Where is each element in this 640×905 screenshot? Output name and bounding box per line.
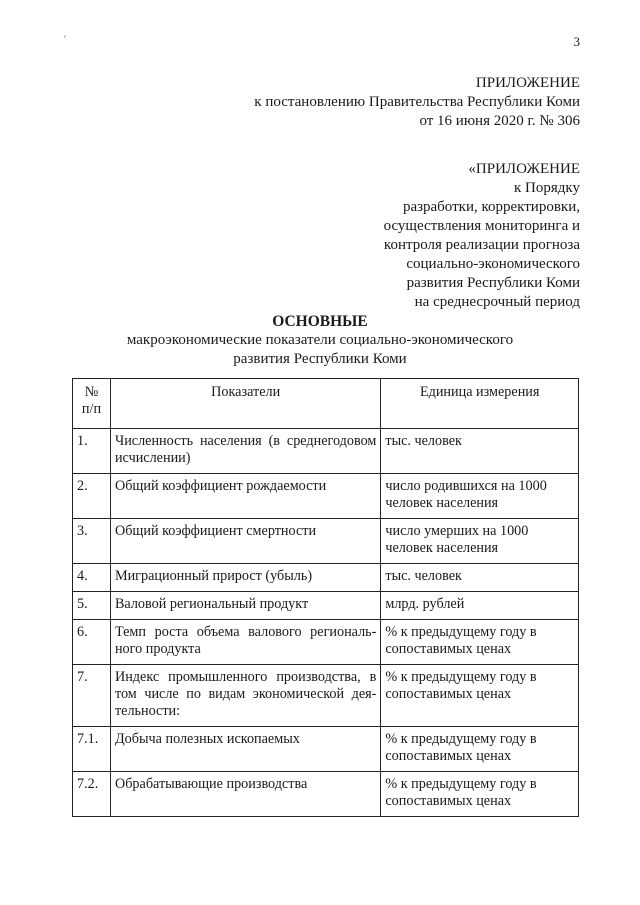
appendix-line: развития Республики Коми — [406, 275, 580, 291]
table-row — [73, 772, 579, 817]
appendix-line: «ПРИЛОЖЕНИЕ — [468, 161, 580, 177]
row-indicator: Обрабатывающие производства — [110, 772, 380, 817]
appendix-line: социально-экономического — [406, 256, 580, 272]
appendix-line: на среднесрочный период — [414, 294, 580, 310]
row-number: 7.2. — [73, 772, 111, 817]
indicators-table — [72, 378, 579, 817]
row-indicator: Численность населения (в среднегодовом исчислении) — [110, 429, 380, 474]
table-row — [73, 727, 579, 772]
row-indicator: Темп роста объема валового региональ-ного продукта — [110, 620, 380, 665]
header-num-line: п/п — [81, 401, 102, 417]
header-num-line: № — [84, 384, 99, 400]
row-indicator: Миграционный прирост (убыль) — [110, 564, 380, 592]
document-subtitle: развития Республики Коми — [233, 351, 407, 367]
table-header-row — [73, 379, 579, 429]
row-indicator: Индекс промышленного производства, в том числе по видам экономической дея-тельности: — [110, 665, 380, 727]
table-row — [73, 474, 579, 519]
row-indicator: Валовой региональный продукт — [110, 592, 380, 620]
row-unit: % к предыдущему году в сопоставимых ценах — [381, 620, 579, 665]
document-title: ОСНОВНЫЕ — [272, 313, 368, 330]
appendix-line: контроля реализации прогноза — [383, 237, 580, 253]
row-indicator: Общий коэффициент смертности — [110, 519, 380, 564]
appendix-header-resolution — [254, 74, 580, 131]
row-unit: тыс. человек — [381, 429, 579, 474]
row-number: 5. — [73, 592, 111, 620]
row-unit: число умерших на 1000 человек населения — [381, 519, 579, 564]
table-row — [73, 592, 579, 620]
page-number: 3 — [573, 34, 580, 49]
row-number: 2. — [73, 474, 111, 519]
row-number: 1. — [73, 429, 111, 474]
document-heading — [0, 312, 640, 369]
table-body — [73, 429, 579, 817]
header-unit: Единица измерения — [381, 379, 579, 429]
header-num — [73, 379, 111, 429]
table-row — [73, 665, 579, 727]
appendix-line: от 16 июня 2020 г. № 306 — [419, 113, 580, 129]
appendix-line: к Порядку — [514, 180, 580, 196]
row-unit: тыс. человек — [381, 564, 579, 592]
row-unit: % к предыдущему году в сопоставимых ценах — [381, 665, 579, 727]
document-subtitle: макроэкономические показатели социально-экономического — [126, 332, 514, 348]
header-indicator: Показатели — [110, 379, 380, 429]
appendix-line: осуществления мониторинга и — [383, 218, 580, 234]
table-row — [73, 429, 579, 474]
row-indicator: Общий коэффициент рождаемости — [110, 474, 380, 519]
row-unit: % к предыдущему году в сопоставимых ценах — [381, 727, 579, 772]
table-row — [73, 519, 579, 564]
row-indicator: Добыча полезных ископаемых — [110, 727, 380, 772]
row-number: 3. — [73, 519, 111, 564]
row-unit: % к предыдущему году в сопоставимых ценах — [381, 772, 579, 817]
row-number: 6. — [73, 620, 111, 665]
stray-mark: ′ — [64, 34, 66, 44]
row-number: 7.1. — [73, 727, 111, 772]
row-unit: число родившихся на 1000 человек населения — [381, 474, 579, 519]
row-number: 4. — [73, 564, 111, 592]
appendix-header-procedure — [384, 160, 580, 312]
appendix-line: разработки, корректировки, — [402, 199, 580, 215]
table-row — [73, 620, 579, 665]
appendix-line: к постановлению Правительства Республики Коми — [254, 94, 580, 110]
row-number: 7. — [73, 665, 111, 727]
row-unit: млрд. рублей — [381, 592, 579, 620]
table-row — [73, 564, 579, 592]
appendix-line: ПРИЛОЖЕНИЕ — [475, 75, 580, 91]
